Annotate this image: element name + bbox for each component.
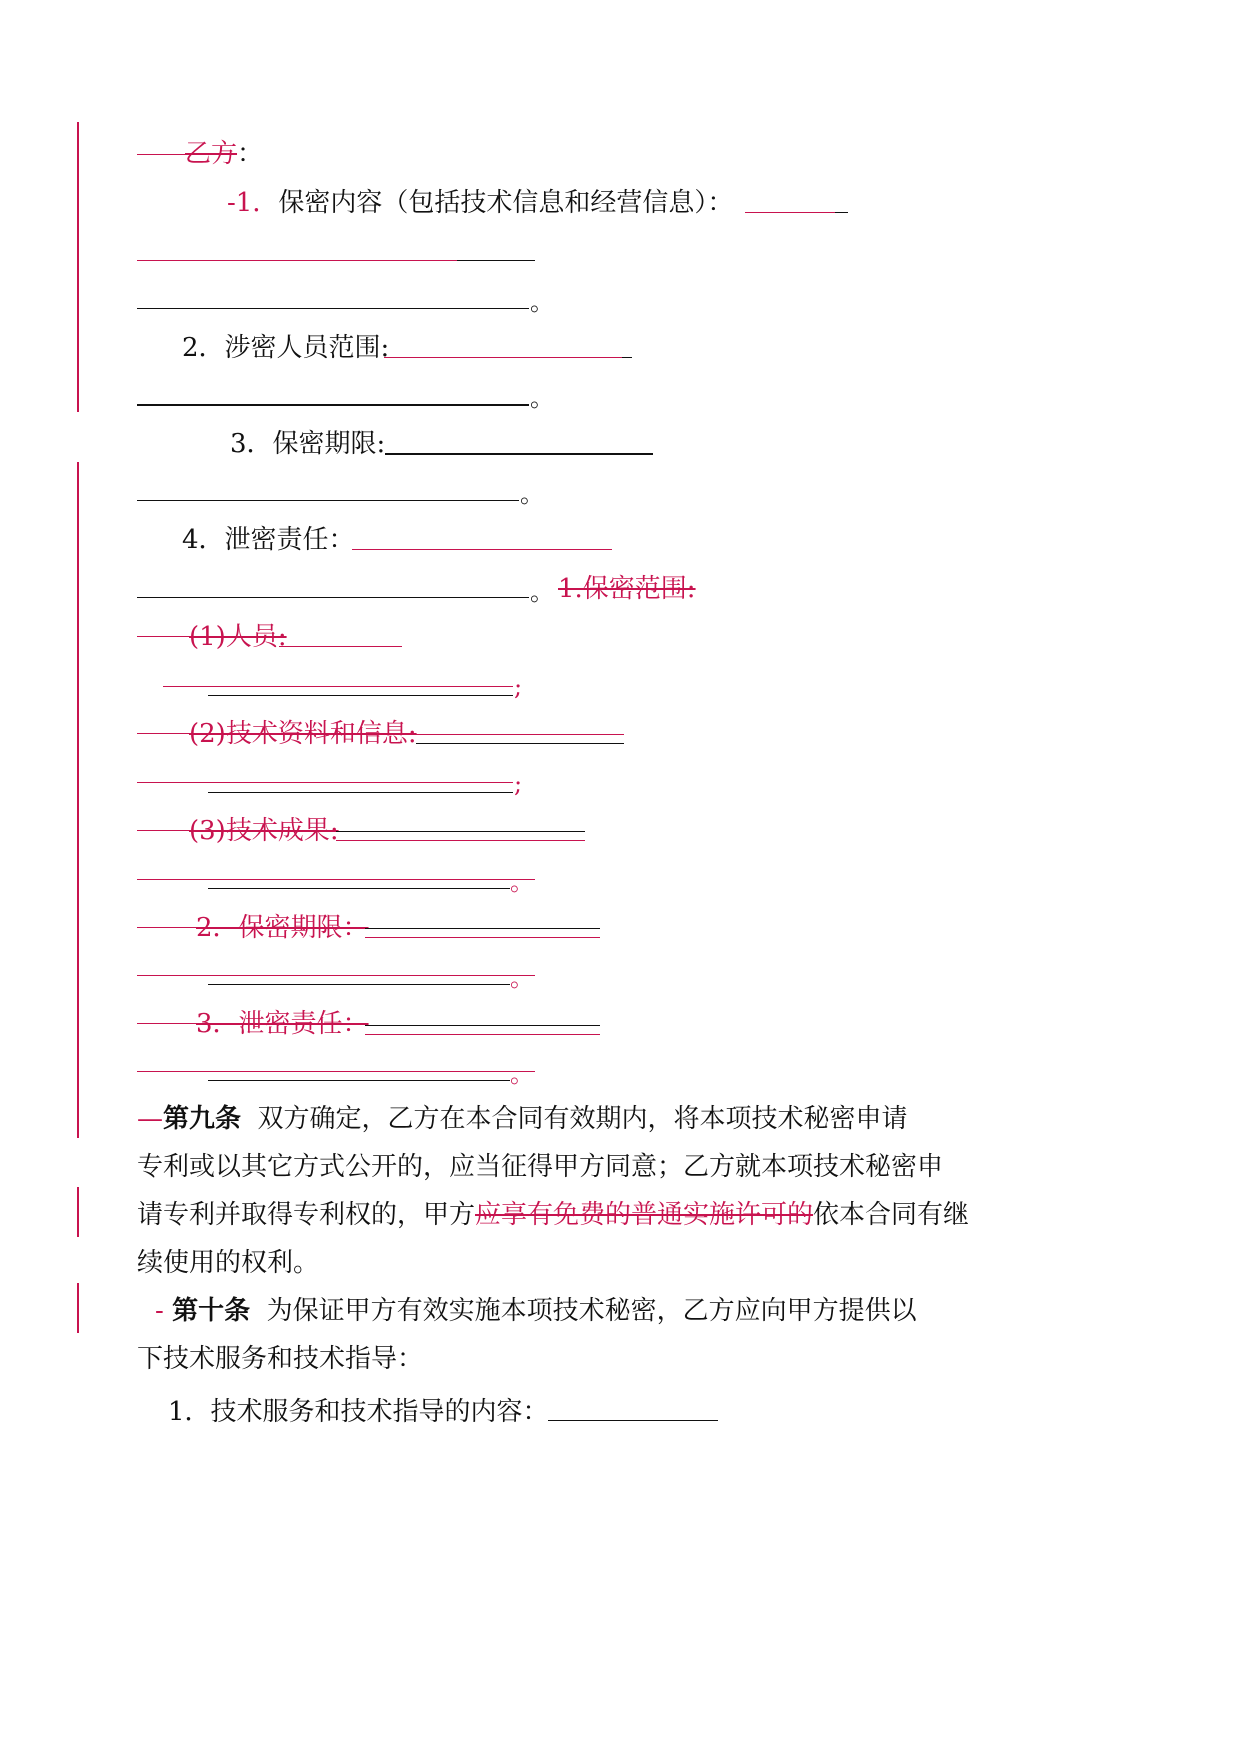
item-1-text: 保密内容（包括技术信息和经营信息）： [278, 188, 734, 218]
fill-blank[interactable] [352, 549, 612, 550]
deleted-scope-heading: 1.保密范围: [558, 574, 696, 604]
item-4-liability: 4．泄密责任： [182, 525, 355, 555]
fill-blank[interactable] [457, 260, 535, 261]
article-10-item-1: 1．技术服务和技术指导的内容： [168, 1397, 549, 1427]
fill-blank[interactable] [365, 1025, 600, 1026]
fill-blank[interactable] [365, 1034, 600, 1035]
revision-dash: — [137, 1104, 163, 1134]
fill-blank[interactable] [548, 1420, 718, 1421]
article-10-text: 为保证甲方有效实施本项技术秘密，乙方应向甲方提供以 [266, 1296, 917, 1326]
article-9-text: 双方确定，乙方在本合同有效期内，将本项技术秘密申请 [257, 1104, 908, 1134]
fill-blank[interactable] [365, 937, 600, 938]
deleted-leader-line [137, 1023, 196, 1024]
fill-blank[interactable] [336, 831, 585, 832]
deleted-leader-line [137, 830, 189, 831]
item-1-confidential-content [227, 186, 733, 220]
deleted-leader-line [137, 927, 196, 928]
period: 。 [520, 480, 544, 508]
deleted-tech-results: (3)技术成果: [189, 816, 339, 846]
deleted-leader-line [137, 733, 189, 734]
article-9-label: 第九条 [163, 1104, 242, 1134]
colon: ： [237, 139, 264, 169]
period: 。 [510, 868, 534, 896]
fill-blank[interactable] [208, 984, 510, 985]
fill-blank[interactable] [137, 500, 519, 501]
fill-blank[interactable] [137, 1071, 535, 1072]
fill-blank[interactable] [137, 404, 529, 406]
fill-blank[interactable] [279, 646, 402, 647]
period: 。 [510, 1060, 534, 1088]
deleted-leader-line [137, 154, 185, 155]
article-9-line-2: 专利或以其它方式公开的，应当征得甲方同意；乙方就本项技术秘密申 [137, 1152, 944, 1182]
period: 。 [510, 964, 534, 992]
item-1-number: -1． [227, 188, 279, 218]
fill-blank[interactable] [745, 212, 835, 213]
semicolon: ; [514, 673, 523, 701]
article-9-line-3 [137, 1198, 969, 1232]
deleted-liability: 3．泄密责任： [196, 1009, 369, 1039]
deleted-leader-line [137, 636, 189, 637]
period: 。 [530, 578, 554, 606]
article-9-text: 依本合同有继 [813, 1200, 970, 1230]
deleted-term: 2．保密期限： [196, 913, 369, 943]
fill-blank[interactable] [208, 1080, 510, 1081]
fill-blank[interactable] [137, 597, 529, 598]
article-9-line-4: 续使用的权利。 [137, 1248, 320, 1278]
article-9-line-1 [137, 1102, 908, 1136]
period: 。 [530, 288, 554, 316]
fill-blank[interactable] [416, 743, 624, 744]
fill-blank[interactable] [835, 212, 848, 213]
item-3-confidential-term: 3．保密期限: [230, 429, 386, 459]
deleted-party-b: 乙方 [185, 139, 238, 169]
fill-blank[interactable] [137, 260, 457, 261]
fill-blank[interactable] [137, 879, 535, 880]
fill-blank[interactable] [208, 792, 513, 793]
fill-blank[interactable] [384, 357, 622, 358]
fill-blank[interactable] [208, 888, 510, 889]
article-10-label: 第十条 [172, 1296, 251, 1326]
semicolon: ; [514, 770, 523, 798]
change-bar [77, 1187, 79, 1237]
fill-blank[interactable] [336, 840, 585, 841]
deleted-license-clause: 应享有免费的普通实施许可的 [475, 1200, 814, 1230]
fill-blank[interactable] [137, 308, 529, 309]
fill-blank[interactable] [385, 453, 653, 455]
fill-blank[interactable] [365, 928, 600, 929]
fill-blank[interactable] [137, 975, 535, 976]
deleted-personnel: (1)人员: [189, 622, 287, 652]
change-bar [77, 1283, 79, 1333]
party-b-label [185, 137, 263, 171]
fill-blank[interactable] [416, 734, 624, 735]
change-bar [77, 462, 79, 1138]
article-10-line-1 [155, 1294, 917, 1328]
article-9-text: 请专利并取得专利权的，甲方 [137, 1200, 476, 1230]
deleted-tech-info: (2)技术资料和信息: [189, 719, 417, 749]
fill-blank[interactable] [137, 782, 513, 783]
fill-blank[interactable] [208, 695, 513, 696]
item-2-personnel-scope: 2．涉密人员范围: [182, 333, 390, 363]
period: 。 [530, 384, 554, 412]
fill-blank[interactable] [163, 686, 513, 687]
article-10-line-2: 下技术服务和技术指导： [137, 1344, 424, 1374]
revision-dash: - [155, 1296, 164, 1326]
fill-blank[interactable] [622, 357, 632, 358]
change-bar [77, 122, 79, 412]
